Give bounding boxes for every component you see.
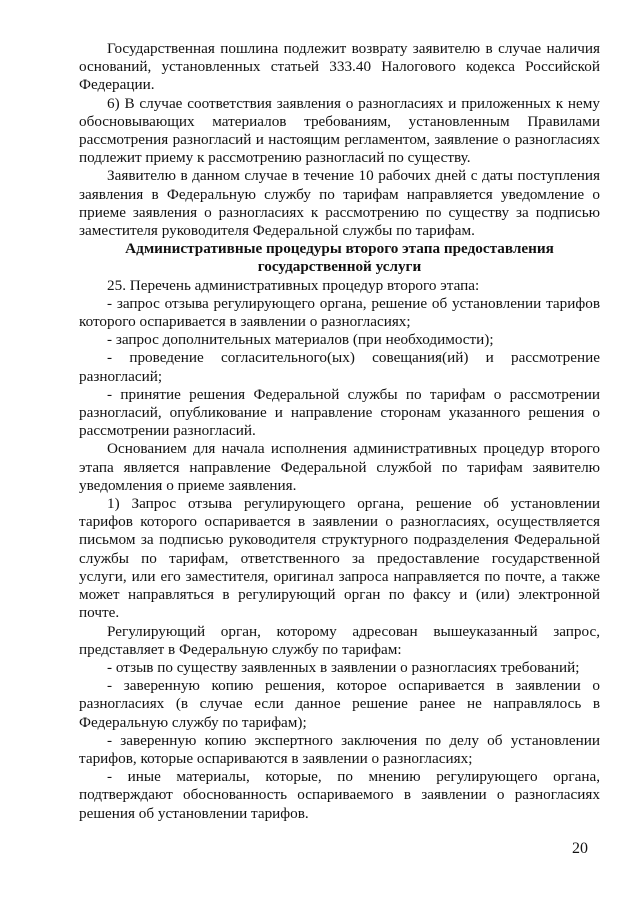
section-heading: Административные процедуры второго этапа предоставления государственной услуги [125, 240, 554, 276]
paragraph-basis: Основанием для начала исполнения административных процедур второго этапа является направление Федеральной службой по тарифам заявителю уведомления о приеме заявления. [79, 440, 600, 494]
page-number: 20 [572, 840, 588, 857]
list-item: - заверенную копию экспертного заключения по делу об установлении тарифов, которые оспариваются в заявлении о разногласиях; [79, 731, 600, 767]
paragraph-notification: Заявителю в данном случае в течение 10 рабочих дней с даты поступления заявления в Федеральную службу по тарифам направляется уведомление о приеме заявления о разногласиях к рассмотрению по существу за подписью заместителя руководителя Федеральной службы по тарифам. [79, 167, 600, 240]
paragraph-refund: Государственная пошлина подлежит возврату заявителю в случае наличия оснований, установленных статьей 333.40 Налогового кодекса Российской Федерации. [79, 40, 600, 94]
list-item: - проведение согласительного(ых) совещания(ий) и рассмотрение разногласий; [79, 349, 600, 385]
list-item: - отзыв по существу заявленных в заявлении о разногласиях требований; [107, 658, 580, 676]
list-item: - запрос дополнительных материалов (при необходимости); [107, 331, 494, 349]
paragraph-regulator: Регулирующий орган, которому адресован вышеуказанный запрос, представляет в Федеральную службу по тарифам: [79, 622, 600, 658]
paragraph-item-25: 25. Перечень административных процедур второго этапа: [107, 276, 480, 294]
list-item: - заверенную копию решения, которое оспаривается в заявлении о разногласиях (в случае если данное решение ранее не направлялось в Федеральную службу по тарифам); [79, 677, 600, 731]
paragraph-item-1: 1) Запрос отзыва регулирующего органа, решение об установлении тарифов которого оспаривается в заявлении о разногласиях, осуществляется письмом за подписью руководителя структурного подразделения Федеральной службы по тарифам, ответственного за предоставление государственной услуги, или его заместителя, оригинал запроса направляется по почте, а также может направляться в регулирующий орган по факсу и (или) электронной почте. [79, 495, 600, 622]
list-item: - принятие решения Федеральной службы по тарифам о рассмотрении разногласий, опубликование и направление сторонам указанного решения о рассмотрении разногласий. [79, 385, 600, 440]
paragraph-item-6: 6) В случае соответствия заявления о разногласиях и приложенных к нему обосновывающих материалов требованиям, установленным Правилами рассмотрения разногласий и настоящим регламентом, заявление о разногласиях подлежит приему к рассмотрению разногласий по существу. [79, 94, 600, 167]
list-item: - запрос отзыва регулирующего органа, решение об установлении тарифов которого оспаривается в заявлении о разногласиях; [79, 294, 600, 331]
list-item: - иные материалы, которые, по мнению регулирующего органа, подтверждают обоснованность оспариваемого в заявлении о разногласиях решения об установлении тарифов. [79, 768, 600, 822]
document-body [79, 40, 600, 823]
